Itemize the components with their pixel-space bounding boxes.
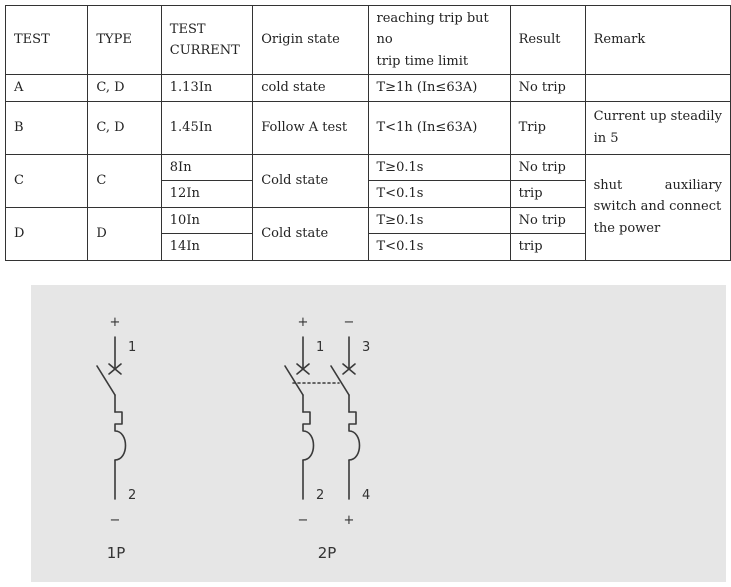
cell-remark bbox=[585, 75, 730, 101]
header-current-line1: TEST bbox=[169, 21, 206, 37]
header-current-line2: CURRENT bbox=[169, 43, 240, 59]
header-limit-line2: trip time limit bbox=[376, 53, 469, 69]
cell-test: C bbox=[6, 154, 88, 207]
remark-line2: switch and connect bbox=[593, 199, 722, 215]
terminal-plus-label: + bbox=[109, 315, 121, 330]
cell-test: B bbox=[6, 101, 88, 154]
cell-result: trip bbox=[510, 181, 585, 207]
cell-limit: T<0.1s bbox=[368, 181, 510, 207]
terminal-number-label: 2 bbox=[316, 488, 325, 503]
cell-current: 12In bbox=[161, 181, 252, 207]
cell-current: 14In bbox=[161, 234, 252, 260]
remark-line1: shut auxiliary bbox=[593, 177, 722, 193]
header-result: Result bbox=[510, 6, 585, 75]
cell-type: C, D bbox=[88, 101, 161, 154]
cell-origin: Cold state bbox=[253, 207, 368, 260]
header-test-current bbox=[161, 6, 252, 75]
table-row bbox=[6, 154, 731, 180]
cell-result: No trip bbox=[510, 75, 585, 101]
cell-test: D bbox=[6, 207, 88, 260]
terminal-number-label: 2 bbox=[128, 488, 137, 503]
cell-test: A bbox=[6, 75, 88, 101]
cell-origin: Cold state bbox=[253, 154, 368, 207]
cell-type: D bbox=[88, 207, 161, 260]
breaker-wiring-diagram bbox=[31, 285, 726, 582]
cell-result: No trip bbox=[510, 154, 585, 180]
cell-origin: Follow A test bbox=[253, 101, 368, 154]
remark-line1: Current up steadily bbox=[593, 109, 722, 125]
cell-limit: T≥1h (In≤63A) bbox=[368, 75, 510, 101]
header-origin-state: Origin state bbox=[253, 6, 368, 75]
cell-current: 10In bbox=[161, 207, 252, 233]
wiring-diagram-panel bbox=[31, 285, 726, 582]
cell-limit: T<0.1s bbox=[368, 234, 510, 260]
cell-current: 8In bbox=[161, 154, 252, 180]
terminal-number-label: 1 bbox=[316, 340, 325, 355]
header-type: TYPE bbox=[88, 6, 161, 75]
cell-type: C bbox=[88, 154, 161, 207]
caption-1p: 1P bbox=[106, 544, 126, 562]
header-time-limit bbox=[368, 6, 510, 75]
header-remark: Remark bbox=[585, 6, 730, 75]
terminal-number-label: 1 bbox=[128, 340, 137, 355]
breaker-1p-symbol bbox=[97, 337, 126, 499]
header-test: TEST bbox=[6, 6, 88, 75]
breaker-2p-pole1-symbol bbox=[285, 337, 314, 499]
terminal-minus-label: − bbox=[109, 513, 121, 528]
cell-limit: T<1h (In≤63A) bbox=[368, 101, 510, 154]
cell-result: trip bbox=[510, 234, 585, 260]
cell-current: 1.13In bbox=[161, 75, 252, 101]
cell-type: C, D bbox=[88, 75, 161, 101]
trip-test-table bbox=[5, 5, 731, 261]
terminal-number-label: 4 bbox=[362, 488, 371, 503]
cell-result: Trip bbox=[510, 101, 585, 154]
header-limit-line1: reaching trip but no bbox=[376, 11, 489, 48]
terminal-number-label: 3 bbox=[362, 340, 371, 355]
terminal-minus-label: − bbox=[343, 315, 355, 330]
cell-remark-cd bbox=[585, 154, 730, 260]
cell-limit: T≥0.1s bbox=[368, 207, 510, 233]
table-row bbox=[6, 101, 731, 154]
breaker-2p-pole2-symbol bbox=[331, 337, 360, 499]
cell-remark bbox=[585, 101, 730, 154]
terminal-plus-label: + bbox=[297, 315, 309, 330]
caption-2p: 2P bbox=[317, 544, 337, 562]
cell-result: No trip bbox=[510, 207, 585, 233]
cell-limit: T≥0.1s bbox=[368, 154, 510, 180]
terminal-plus-label: + bbox=[343, 513, 355, 528]
table-row bbox=[6, 75, 731, 101]
table-header-row bbox=[6, 6, 731, 75]
remark-line3: the power bbox=[593, 220, 661, 236]
cell-current: 1.45In bbox=[161, 101, 252, 154]
remark-line2: in 5 bbox=[593, 130, 619, 146]
terminal-minus-label: − bbox=[297, 513, 309, 528]
cell-origin: cold state bbox=[253, 75, 368, 101]
